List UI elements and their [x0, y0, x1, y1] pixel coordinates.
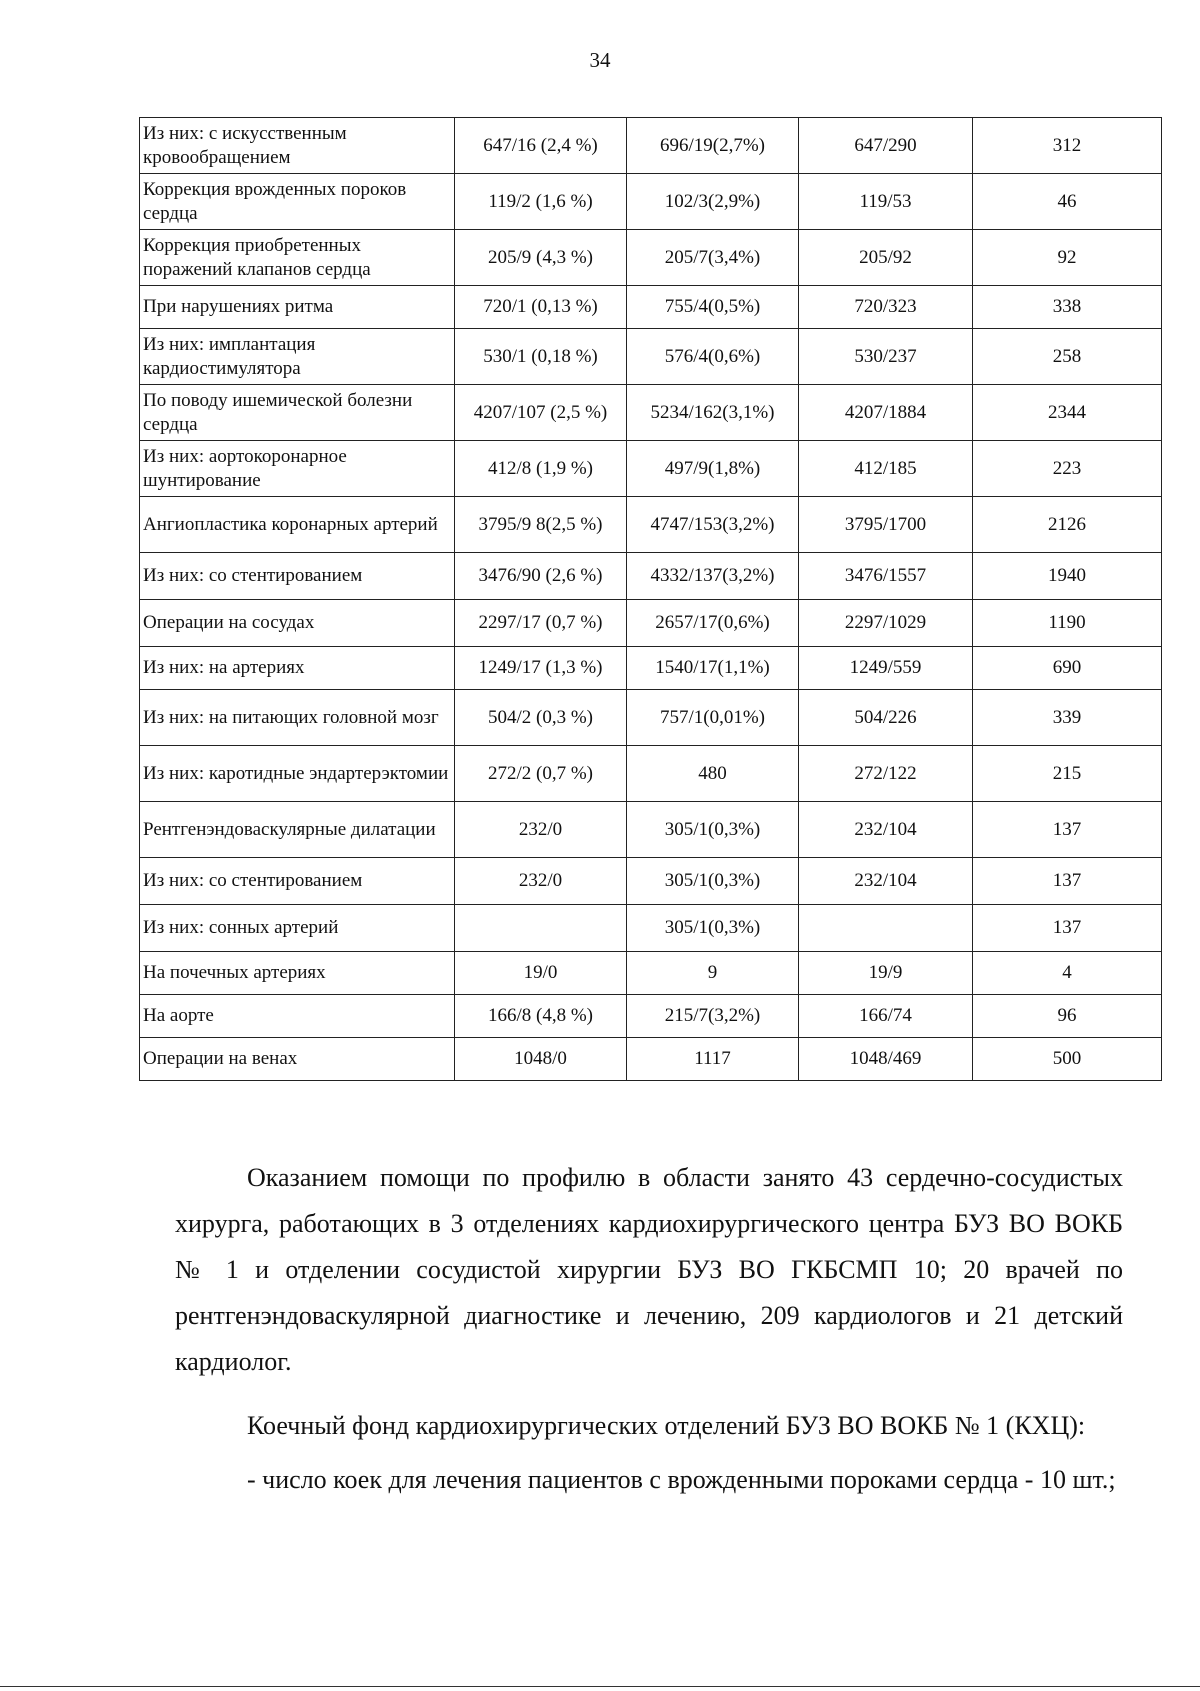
- cell-col1: 530/1 (0,18 %): [455, 329, 627, 385]
- body-text: [175, 1155, 1123, 1503]
- cell-col3: 4207/1884: [799, 385, 973, 441]
- statistics-table: [139, 117, 1162, 1081]
- cell-col1: 720/1 (0,13 %): [455, 286, 627, 329]
- cell-col1: 1048/0: [455, 1038, 627, 1081]
- table-row: [140, 286, 1162, 329]
- cell-col1: 205/9 (4,3 %): [455, 230, 627, 286]
- row-label: На почечных артериях: [140, 952, 455, 995]
- cell-col4: 223: [973, 441, 1162, 497]
- cell-col2: 757/1(0,01%): [627, 690, 799, 746]
- paragraph-bed-fund: Коечный фонд кардиохирургических отделений БУЗ ВО ВОКБ № 1 (КХЦ):: [247, 1411, 1086, 1440]
- row-label: Из них: со стентированием: [140, 858, 455, 905]
- table-row: [140, 802, 1162, 858]
- cell-col1: 412/8 (1,9 %): [455, 441, 627, 497]
- row-label: Операции на сосудах: [140, 600, 455, 647]
- cell-col1: [455, 905, 627, 952]
- table-row: [140, 174, 1162, 230]
- cell-col1: 504/2 (0,3 %): [455, 690, 627, 746]
- table-row: [140, 858, 1162, 905]
- cell-col2: 5234/162(3,1%): [627, 385, 799, 441]
- table-row: [140, 600, 1162, 647]
- cell-col3: 412/185: [799, 441, 973, 497]
- cell-col3: 166/74: [799, 995, 973, 1038]
- table-row: [140, 1038, 1162, 1081]
- cell-col2: 305/1(0,3%): [627, 802, 799, 858]
- cell-col1: 3795/9 8(2,5 %): [455, 497, 627, 553]
- cell-col1: 4207/107 (2,5 %): [455, 385, 627, 441]
- row-label: Из них: на питающих головной мозг: [140, 690, 455, 746]
- cell-col3: 3476/1557: [799, 553, 973, 600]
- table-row: [140, 385, 1162, 441]
- cell-col3: 720/323: [799, 286, 973, 329]
- cell-col1: 166/8 (4,8 %): [455, 995, 627, 1038]
- table-row: [140, 497, 1162, 553]
- cell-col2: 205/7(3,4%): [627, 230, 799, 286]
- cell-col3: 504/226: [799, 690, 973, 746]
- cell-col4: 215: [973, 746, 1162, 802]
- cell-col3: 232/104: [799, 802, 973, 858]
- cell-col4: 2126: [973, 497, 1162, 553]
- cell-col2: 480: [627, 746, 799, 802]
- table-row: [140, 329, 1162, 385]
- cell-col3: 205/92: [799, 230, 973, 286]
- cell-col4: 2344: [973, 385, 1162, 441]
- cell-col4: 137: [973, 802, 1162, 858]
- cell-col4: 92: [973, 230, 1162, 286]
- cell-col4: 339: [973, 690, 1162, 746]
- cell-col1: 232/0: [455, 858, 627, 905]
- row-label: Ангиопластика коронарных артерий: [140, 497, 455, 553]
- cell-col3: 530/237: [799, 329, 973, 385]
- cell-col2: 305/1(0,3%): [627, 905, 799, 952]
- row-label: Из них: на артериях: [140, 647, 455, 690]
- cell-col3: 3795/1700: [799, 497, 973, 553]
- cell-col3: [799, 905, 973, 952]
- table-row: [140, 905, 1162, 952]
- cell-col2: 1117: [627, 1038, 799, 1081]
- cell-col1: 232/0: [455, 802, 627, 858]
- table-row: [140, 118, 1162, 174]
- cell-col1: 3476/90 (2,6 %): [455, 553, 627, 600]
- cell-col4: 1940: [973, 553, 1162, 600]
- cell-col3: 2297/1029: [799, 600, 973, 647]
- row-label: Коррекция приобретенных поражений клапанов сердца: [140, 230, 455, 286]
- row-label: Из них: сонных артерий: [140, 905, 455, 952]
- row-label: При нарушениях ритма: [140, 286, 455, 329]
- row-label: Операции на венах: [140, 1038, 455, 1081]
- row-label: Из них: аортокоронарное шунтирование: [140, 441, 455, 497]
- cell-col1: 2297/17 (0,7 %): [455, 600, 627, 647]
- cell-col4: 137: [973, 858, 1162, 905]
- cell-col2: 755/4(0,5%): [627, 286, 799, 329]
- table-row: [140, 690, 1162, 746]
- cell-col1: 272/2 (0,7 %): [455, 746, 627, 802]
- row-label: Из них: имплантация кардиостимулятора: [140, 329, 455, 385]
- table-row: [140, 746, 1162, 802]
- cell-col2: 4332/137(3,2%): [627, 553, 799, 600]
- table-row: [140, 230, 1162, 286]
- row-label: Из них: с искусственным кровообращением: [140, 118, 455, 174]
- cell-col4: 258: [973, 329, 1162, 385]
- cell-col3: 1048/469: [799, 1038, 973, 1081]
- table-row: [140, 995, 1162, 1038]
- cell-col3: 1249/559: [799, 647, 973, 690]
- cell-col3: 647/290: [799, 118, 973, 174]
- cell-col4: 338: [973, 286, 1162, 329]
- cell-col1: 119/2 (1,6 %): [455, 174, 627, 230]
- cell-col2: 215/7(3,2%): [627, 995, 799, 1038]
- paragraph-bed-count: - число коек для лечения пациентов с врожденными пороками сердца - 10 шт.;: [247, 1465, 1116, 1494]
- paragraph-staff: Оказанием помощи по профилю в области занято 43 сердечно-сосудистых хирурга, работающих в 3 отделениях кардиохирургического центра БУЗ ВО ВОКБ № 1 и отделении сосудистой хирургии БУЗ ВО ГКБСМП 10; 20 врачей по рентгенэндоваскулярной диагностике и лечению, 209 кардиологов и 21 детский кардиолог.: [175, 1163, 1123, 1376]
- table-row: [140, 952, 1162, 995]
- table-row: [140, 441, 1162, 497]
- cell-col2: 9: [627, 952, 799, 995]
- cell-col4: 96: [973, 995, 1162, 1038]
- row-label: На аорте: [140, 995, 455, 1038]
- table-row: [140, 553, 1162, 600]
- row-label: По поводу ишемической болезни сердца: [140, 385, 455, 441]
- cell-col4: 690: [973, 647, 1162, 690]
- cell-col3: 272/122: [799, 746, 973, 802]
- cell-col3: 119/53: [799, 174, 973, 230]
- cell-col3: 19/9: [799, 952, 973, 995]
- cell-col1: 647/16 (2,4 %): [455, 118, 627, 174]
- cell-col1: 1249/17 (1,3 %): [455, 647, 627, 690]
- bottom-rule: [0, 1686, 1200, 1687]
- cell-col2: 696/19(2,7%): [627, 118, 799, 174]
- cell-col4: 46: [973, 174, 1162, 230]
- cell-col2: 102/3(2,9%): [627, 174, 799, 230]
- table-row: [140, 647, 1162, 690]
- cell-col3: 232/104: [799, 858, 973, 905]
- cell-col4: 500: [973, 1038, 1162, 1081]
- cell-col4: 137: [973, 905, 1162, 952]
- cell-col2: 576/4(0,6%): [627, 329, 799, 385]
- cell-col4: 4: [973, 952, 1162, 995]
- cell-col2: 305/1(0,3%): [627, 858, 799, 905]
- row-label: Из них: со стентированием: [140, 553, 455, 600]
- row-label: Рентгенэндоваскулярные дилатации: [140, 802, 455, 858]
- cell-col2: 497/9(1,8%): [627, 441, 799, 497]
- page-number: 34: [589, 48, 611, 72]
- row-label: Из них: каротидные эндартерэктомии: [140, 746, 455, 802]
- cell-col2: 2657/17(0,6%): [627, 600, 799, 647]
- row-label: Коррекция врожденных пороков сердца: [140, 174, 455, 230]
- cell-col4: 312: [973, 118, 1162, 174]
- cell-col2: 4747/153(3,2%): [627, 497, 799, 553]
- cell-col4: 1190: [973, 600, 1162, 647]
- cell-col2: 1540/17(1,1%): [627, 647, 799, 690]
- cell-col1: 19/0: [455, 952, 627, 995]
